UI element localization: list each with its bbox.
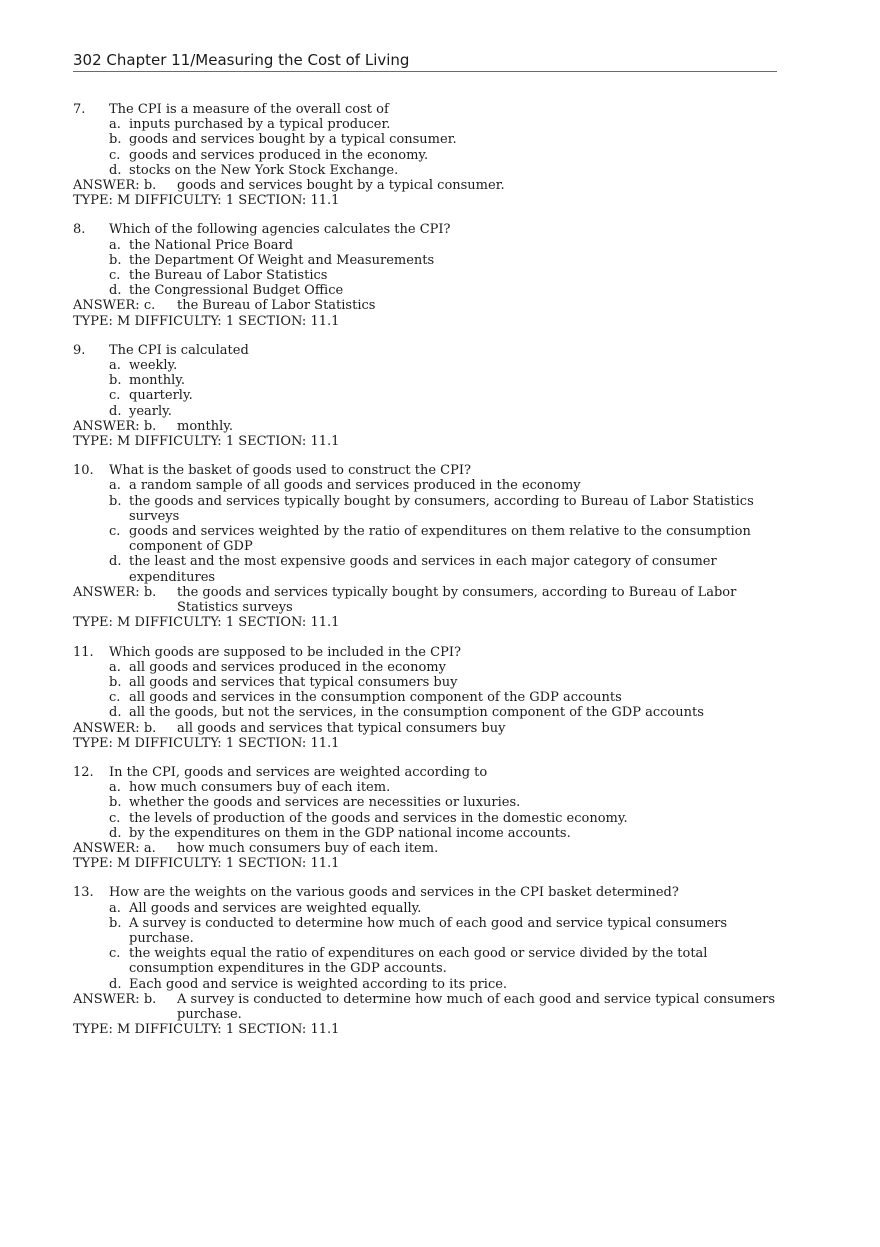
option-text: by the expenditures on them in the GDP national income accounts. bbox=[129, 825, 571, 841]
answer-option bbox=[73, 780, 783, 795]
option-text: a random sample of all goods and services produced in the economy bbox=[129, 478, 581, 494]
option-letter: d. bbox=[109, 283, 122, 299]
question-block bbox=[73, 343, 783, 449]
option-letter: d. bbox=[109, 705, 122, 721]
answer-text: monthly. bbox=[177, 418, 234, 434]
option-letter: b. bbox=[109, 373, 122, 389]
answer-option bbox=[73, 554, 783, 584]
option-text: A survey is conducted to determine how much of each good and service typical consumers purchase. bbox=[129, 915, 728, 946]
option-letter: d. bbox=[109, 403, 122, 419]
answer-option bbox=[73, 132, 783, 147]
question-number: 13. bbox=[73, 885, 94, 901]
answer-option bbox=[73, 524, 783, 554]
option-text: all goods and services that typical consumers buy bbox=[129, 674, 458, 690]
answer-option bbox=[73, 373, 783, 388]
option-letter: b. bbox=[109, 493, 122, 509]
option-letter: c. bbox=[109, 690, 121, 706]
answer-option bbox=[73, 977, 783, 992]
question-stem bbox=[73, 765, 783, 780]
question-text: What is the basket of goods used to construct the CPI? bbox=[109, 463, 471, 479]
option-letter: a. bbox=[109, 237, 121, 253]
option-letter: c. bbox=[109, 388, 121, 404]
question-meta: TYPE: M DIFFICULTY: 1 SECTION: 11.1 bbox=[73, 856, 340, 872]
option-letter: a. bbox=[109, 900, 121, 916]
question-number: 10. bbox=[73, 463, 94, 479]
question-text: Which of the following agencies calculates the CPI? bbox=[109, 222, 451, 238]
option-text: monthly. bbox=[129, 373, 186, 389]
answer-text: A survey is conducted to determine how much of each good and service typical consumers purchase. bbox=[177, 991, 776, 1022]
question-block bbox=[73, 645, 783, 751]
question-stem bbox=[73, 645, 783, 660]
answer-option bbox=[73, 705, 783, 720]
question-meta: TYPE: M DIFFICULTY: 1 SECTION: 11.1 bbox=[73, 735, 340, 751]
option-letter: b. bbox=[109, 674, 122, 690]
option-letter: c. bbox=[109, 147, 121, 163]
question-text: The CPI is a measure of the overall cost of bbox=[109, 102, 389, 117]
answer-line bbox=[73, 992, 783, 1022]
option-text: the National Price Board bbox=[129, 237, 294, 253]
question-meta: TYPE: M DIFFICULTY: 1 SECTION: 11.1 bbox=[73, 615, 340, 631]
answer-option bbox=[73, 916, 783, 946]
question-stem bbox=[73, 343, 783, 358]
question-text: The CPI is calculated bbox=[109, 342, 249, 358]
option-text: goods and services bought by a typical consumer. bbox=[129, 132, 457, 148]
option-text: all goods and services produced in the economy bbox=[129, 659, 446, 675]
option-text: yearly. bbox=[129, 403, 172, 419]
option-letter: a. bbox=[109, 780, 121, 796]
option-text: all goods and services in the consumption component of the GDP accounts bbox=[129, 690, 622, 706]
option-letter: b. bbox=[109, 795, 122, 811]
answer-option bbox=[73, 494, 783, 524]
option-text: the goods and services typically bought by consumers, according to Bureau of Labor Statistics surveys bbox=[129, 493, 754, 524]
answer-line bbox=[73, 419, 783, 434]
question-block bbox=[73, 885, 783, 1037]
page-header bbox=[73, 50, 777, 72]
option-letter: c. bbox=[109, 268, 121, 284]
answer-label: ANSWER: b. bbox=[73, 991, 157, 1007]
option-letter: d. bbox=[109, 554, 122, 570]
option-text: the least and the most expensive goods and services in each major category of consumer expenditures bbox=[129, 554, 717, 585]
option-text: inputs purchased by a typical producer. bbox=[129, 117, 391, 133]
option-text: whether the goods and services are necessities or luxuries. bbox=[129, 795, 521, 811]
answer-text: the Bureau of Labor Statistics bbox=[177, 298, 376, 314]
question-meta: TYPE: M DIFFICULTY: 1 SECTION: 11.1 bbox=[73, 313, 340, 329]
answer-text: all goods and services that typical consumers buy bbox=[177, 720, 506, 736]
question-block bbox=[73, 102, 783, 208]
answer-line bbox=[73, 585, 783, 615]
option-letter: c. bbox=[109, 524, 121, 540]
question-stem bbox=[73, 463, 783, 478]
answer-text: the goods and services typically bought by consumers, according to Bureau of Labor Statistics surveys bbox=[177, 584, 737, 616]
answer-option bbox=[73, 795, 783, 810]
answer-option bbox=[73, 690, 783, 705]
answer-option bbox=[73, 404, 783, 419]
option-text: all the goods, but not the services, in the consumption component of the GDP accounts bbox=[129, 705, 704, 721]
question-block bbox=[73, 765, 783, 871]
question-block bbox=[73, 222, 783, 328]
option-text: the Bureau of Labor Statistics bbox=[129, 268, 328, 284]
option-text: weekly. bbox=[129, 358, 178, 374]
option-letter: c. bbox=[109, 810, 121, 826]
answer-label: ANSWER: b. bbox=[73, 720, 157, 736]
option-letter: b. bbox=[109, 915, 122, 931]
option-letter: a. bbox=[109, 659, 121, 675]
option-text: the Department Of Weight and Measurements bbox=[129, 252, 435, 268]
answer-option bbox=[73, 163, 783, 178]
question-block bbox=[73, 463, 783, 630]
question-text: How are the weights on the various goods and services in the CPI basket determined? bbox=[109, 885, 679, 901]
option-letter: a. bbox=[109, 358, 121, 374]
option-letter: b. bbox=[109, 252, 122, 268]
answer-line bbox=[73, 298, 783, 313]
question-text: Which goods are supposed to be included in the CPI? bbox=[109, 644, 461, 660]
answer-text: how much consumers buy of each item. bbox=[177, 840, 439, 856]
option-text: the weights equal the ratio of expenditures on each good or service divided by the total consumption expenditures in the GDP accounts. bbox=[129, 946, 708, 977]
answer-option bbox=[73, 148, 783, 163]
answer-label: ANSWER: c. bbox=[73, 298, 156, 314]
option-text: Each good and service is weighted according to its price. bbox=[129, 976, 508, 992]
page-number: 302 bbox=[73, 51, 102, 69]
question-number: 12. bbox=[73, 764, 94, 780]
answer-option bbox=[73, 268, 783, 283]
option-text: the Congressional Budget Office bbox=[129, 283, 344, 299]
answer-option bbox=[73, 826, 783, 841]
answer-option bbox=[73, 283, 783, 298]
question-meta: TYPE: M DIFFICULTY: 1 SECTION: 11.1 bbox=[73, 1022, 340, 1038]
answer-line bbox=[73, 178, 783, 193]
option-letter: d. bbox=[109, 976, 122, 992]
option-letter: c. bbox=[109, 946, 121, 962]
option-text: quarterly. bbox=[129, 388, 193, 404]
answer-option bbox=[73, 117, 783, 132]
option-text: All goods and services are weighted equally. bbox=[129, 900, 422, 916]
answer-option bbox=[73, 675, 783, 690]
option-letter: b. bbox=[109, 132, 122, 148]
option-letter: d. bbox=[109, 162, 122, 178]
answer-label: ANSWER: b. bbox=[73, 418, 157, 434]
option-letter: d. bbox=[109, 825, 122, 841]
option-letter: a. bbox=[109, 478, 121, 494]
answer-line bbox=[73, 721, 783, 736]
question-number: 11. bbox=[73, 644, 94, 660]
option-text: goods and services produced in the economy. bbox=[129, 147, 429, 163]
question-stem bbox=[73, 222, 783, 237]
answer-option bbox=[73, 388, 783, 403]
answer-text: goods and services bought by a typical consumer. bbox=[177, 178, 505, 194]
question-list bbox=[73, 102, 783, 1051]
question-number: 9. bbox=[73, 342, 86, 358]
answer-label: ANSWER: b. bbox=[73, 178, 157, 194]
answer-option bbox=[73, 238, 783, 253]
question-stem bbox=[73, 885, 783, 900]
option-text: goods and services weighted by the ratio of expenditures on them relative to the consumption component of GDP bbox=[129, 524, 751, 555]
option-text: the levels of production of the goods and services in the domestic economy. bbox=[129, 810, 628, 826]
question-text: In the CPI, goods and services are weighted according to bbox=[109, 764, 488, 780]
option-letter: a. bbox=[109, 117, 121, 133]
question-meta: TYPE: M DIFFICULTY: 1 SECTION: 11.1 bbox=[73, 434, 340, 450]
question-number: 7. bbox=[73, 102, 86, 117]
question-number: 8. bbox=[73, 222, 86, 238]
answer-option bbox=[73, 478, 783, 493]
question-meta: TYPE: M DIFFICULTY: 1 SECTION: 11.1 bbox=[73, 193, 340, 209]
answer-line bbox=[73, 841, 783, 856]
answer-option bbox=[73, 901, 783, 916]
answer-label: ANSWER: b. bbox=[73, 584, 157, 600]
answer-label: ANSWER: a. bbox=[73, 840, 156, 856]
answer-option bbox=[73, 946, 783, 976]
answer-option bbox=[73, 811, 783, 826]
answer-option bbox=[73, 253, 783, 268]
question-stem bbox=[73, 102, 783, 117]
chapter-title: Chapter 11/Measuring the Cost of Living bbox=[106, 51, 410, 69]
answer-option bbox=[73, 660, 783, 675]
answer-option bbox=[73, 358, 783, 373]
option-text: stocks on the New York Stock Exchange. bbox=[129, 162, 399, 178]
option-text: how much consumers buy of each item. bbox=[129, 780, 391, 796]
